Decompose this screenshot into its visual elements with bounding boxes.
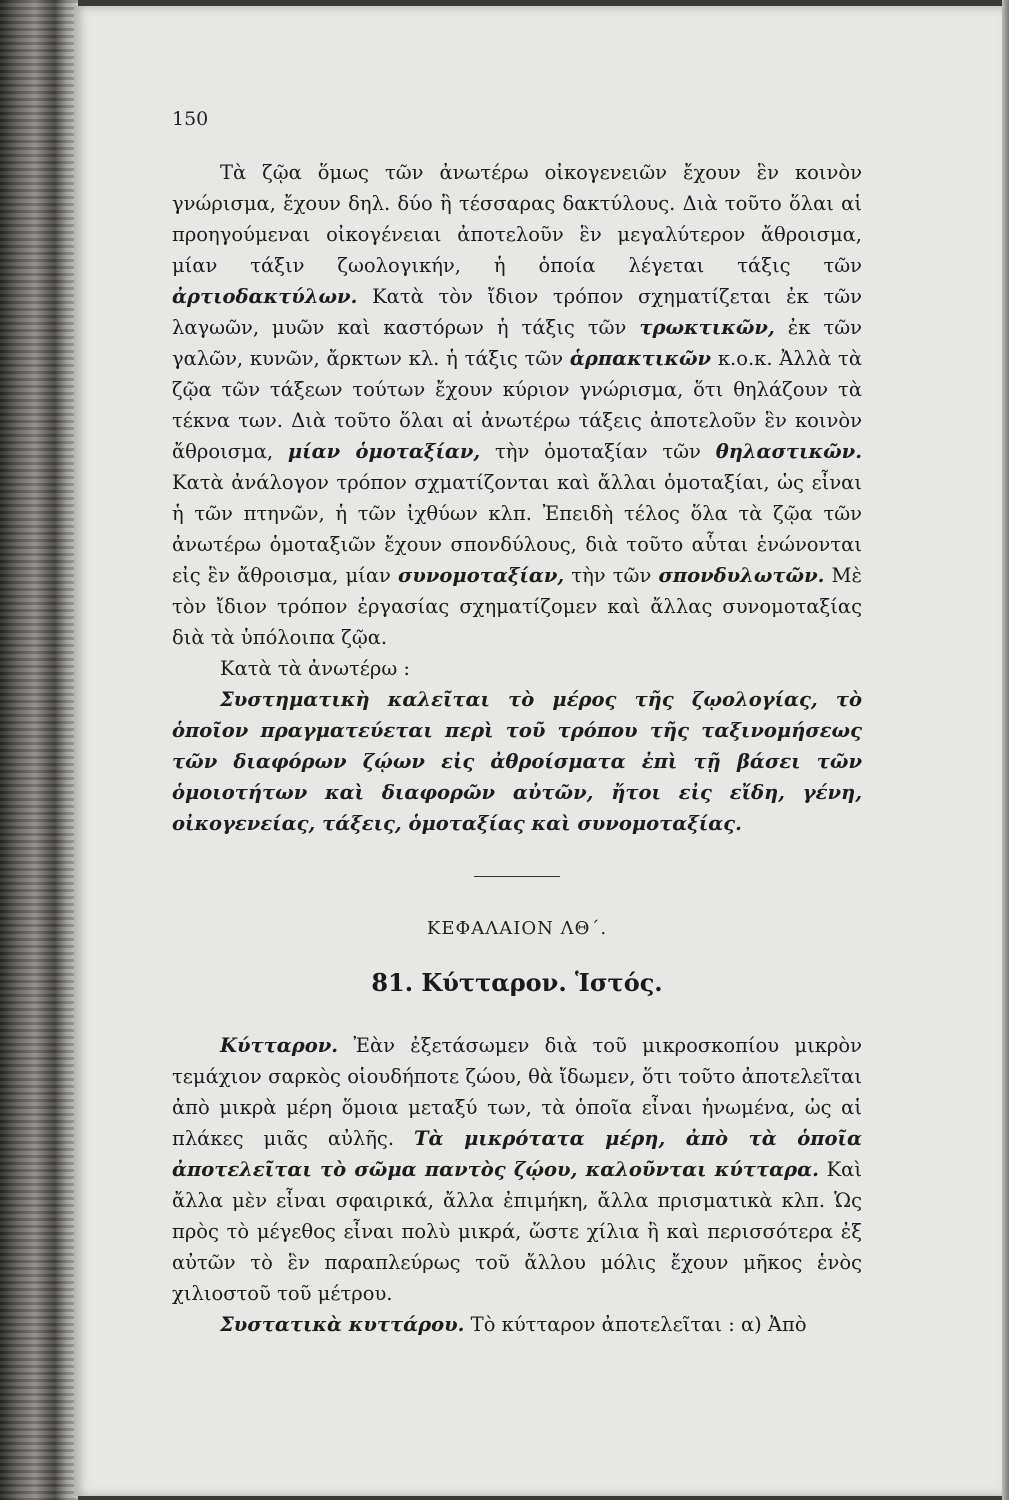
term-thilastika: θηλαστικῶν. (715, 440, 862, 463)
text-run: Κατὰ τὸν ἴδιον τρόπον σχηματίζεται ἐκ τῶν λαγωῶν, μυῶν καὶ καστόρων ἡ τάξις τῶν (172, 285, 862, 339)
term-arpaktika: ἁρπακτικῶν (569, 347, 712, 370)
term-omotaxia: μίαν ὁμοταξίαν, (287, 440, 481, 463)
section-title: 81. Κύτταρον. Ἱστός. (371, 968, 663, 997)
lower-text-block (172, 1030, 862, 1340)
book-spine (0, 0, 78, 1500)
section-divider (474, 876, 560, 877)
term-kyttaron: Κύτταρον. (220, 1034, 339, 1057)
text-run: Ἐὰν ἐξετάσωμεν διὰ τοῦ μικροσκοπίου μικρὸν τεμάχιον σαρκὸς οἱουδήποτε ζώου, θὰ ἴδωμεν, ὅτι τοῦτο ἀποτελεῖται ἀπὸ μικρὰ μέρη ὅμοια μεταξύ των, τὰ ὁποῖα εἶναι ἡνωμένα, ὡς αἱ πλάκες μιᾶς αὐλῆς. (172, 1034, 862, 1150)
term-trokitika: τρωκτικῶν, (639, 316, 775, 339)
paragraph-cell-components (172, 1309, 862, 1340)
term-synomotaxia: συνομοταξίαν, (397, 564, 565, 587)
text-run: Τὸ κύτταρον ἀποτελεῖται : α) Ἀπὸ (464, 1313, 807, 1336)
paragraph-summary-lead: Κατὰ τὰ ἀνωτέρω : (220, 657, 410, 680)
definition-systematics: Συστηματικὴ καλεῖται τὸ μέρος τῆς ζῳολογίας, τὸ ὁποῖον πραγματεύεται περὶ τοῦ τρόπου τῆς ταξινομήσεως τῶν διαφόρων ζῴων εἰς ἀθροίσματα ἐπὶ τῇ βάσει τῶν ὁμοιοτήτων καὶ διαφορῶν αὐτῶν, ἤτοι εἰς εἴδη, γένη, οἰκογενείας, τάξεις, ὁμοταξίας καὶ συνομοταξίας. (172, 688, 862, 835)
text-run: Καὶ ἄλλα μὲν εἶναι σφαιρικά, ἄλλα ἐπιμήκη, ἄλλα πρισματικὰ κλπ. Ὡς πρὸς τὸ μέγεθος εἶναι πολὺ μικρά, ὥστε χίλια ἢ καὶ περισσότερα ἐξ αὐτῶν τὸ ἓν παραπλεύρως τοῦ ἄλλου μόλις ἔχουν μῆκος ἑνὸς χιλιοστοῦ τοῦ μέτρου. (172, 1158, 862, 1305)
term-artiodaktyla: ἀρτιοδακτύλων. (172, 285, 358, 308)
paragraph-classification (172, 157, 862, 653)
text-run: κ.ο.κ. Ἀλλὰ τὰ ζῷα τῶν τάξεων τούτων ἔχουν κύριον γνώρισμα, ὅτι θηλάζουν τὰ τέκνα των. Διὰ τοῦτο ὅλαι αἱ ἀνωτέρω τάξεις ἀποτελοῦν ἓν κοινὸν ἄθροισμα, (172, 347, 862, 463)
page-number: 150 (172, 108, 209, 130)
term-spondylota: σπονδυλωτῶν. (658, 564, 825, 587)
chapter-heading: ΚΕΦΑΛΑΙΟΝ ΛΘ΄. (426, 918, 608, 939)
paragraph-cell (172, 1030, 862, 1309)
text-run: τὴν ὁμοταξίαν τῶν (480, 440, 716, 463)
upper-text-block (172, 157, 862, 839)
text-run: ἐκ τῶν γαλῶν, κυνῶν, ἄρκτων κλ. ἡ τάξις τῶν (172, 316, 862, 370)
text-run: Κατὰ ἀνάλογον τρόπον σχματίζονται καὶ ἄλλαι ὁμοταξίαι, ὡς εἶναι ἡ τῶν πτηνῶν, ἡ τῶν ἰχθύων κλπ. Ἐπειδὴ τέλος ὅλα τὰ ζῷα τῶν ἀνωτέρω ὁμοταξιῶν ἔχουν σπονδύλους, διὰ τοῦτο αὗται ἑνώνονται εἰς ἓν ἄθροισμα, μίαν (172, 471, 862, 587)
term-systatika: Συστατικὰ κυττάρου. (220, 1313, 465, 1336)
text-run: Μὲ τὸν ἴδιον τρόπον ἐργασίας σχηματίζομεν καὶ ἄλλας συνομοταξίας διὰ τὰ ὑπόλοιπα ζῷα. (172, 564, 862, 649)
definition-cells: Τὰ μικρότατα μέρη, ἀπὸ τὰ ὁποῖα ἀποτελεῖται τὸ σῶμα παντὸς ζῴου, καλοῦνται κύτταρα. (172, 1127, 862, 1181)
text-run: τὴν τῶν (564, 564, 659, 587)
text-run: Τὰ ζῷα ὅμως τῶν ἀνωτέρω οἰκογενειῶν ἔχουν ἓν κοινὸν γνώρισμα, ἔχουν δηλ. δύο ἢ τέσσαρας δακτύλους. Διὰ τοῦτο ὅλαι αἱ προηγούμεναι οἰκογένειαι ἀποτελοῦν ἓν μεγαλύτερον ἄθροισμα, μίαν τάξιν ζωολογικήν, ἡ ὁποία λέγεται τάξις τῶν (172, 161, 862, 277)
page-edge (1002, 0, 1009, 1500)
